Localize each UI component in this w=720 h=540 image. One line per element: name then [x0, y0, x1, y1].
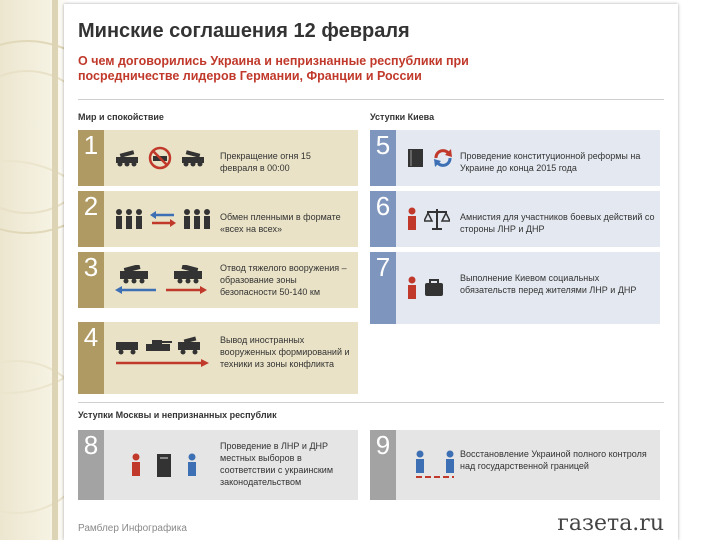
exchange-arrows-icon: [150, 210, 176, 228]
person-red-icon: [406, 276, 418, 300]
section-heading-kiev: Уступки Киева: [370, 112, 435, 122]
no-fire-icon: [148, 146, 172, 170]
weapons-withdrawal-icons: [114, 252, 208, 308]
scales-of-justice-icon: [424, 207, 450, 231]
infographic-panel: [64, 4, 678, 540]
section-heading-moscow: Уступки Москвы и непризнанных республик: [78, 410, 277, 420]
point-number: 8: [78, 430, 104, 500]
page-subtitle: О чем договорились Украина и непризнанные республики при посредничестве лидеров Германии, Франции и России: [78, 54, 469, 83]
footer-credit: Рамблер Инфографика: [78, 523, 187, 534]
page-title: Минские соглашения 12 февраля: [78, 20, 410, 42]
amnesty-icons: [406, 191, 450, 247]
point-card-7: [370, 252, 660, 324]
point-number: 3: [78, 252, 104, 308]
point-number: 2: [78, 191, 104, 247]
border-control-icons: [414, 430, 456, 500]
point-card-8: [78, 430, 358, 500]
people-group-icon: [182, 208, 212, 230]
launcher-left-arrow-icon: [114, 265, 158, 295]
point-number: 4: [78, 322, 104, 394]
person-red-icon: [406, 207, 418, 231]
point-number: 5: [370, 130, 396, 186]
point-number: 6: [370, 191, 396, 247]
point-text: Обмен пленными в формате «всех на всех»: [220, 212, 341, 234]
people-group-icon: [114, 208, 144, 230]
armor-convoy-arrow-icon: [114, 336, 210, 370]
point-text: Выполнение Киевом социальных обязательств перед жителями ЛНР и ДНР: [460, 273, 637, 295]
point-card-5: [370, 130, 660, 186]
launcher-right-arrow-icon: [164, 265, 208, 295]
point-text: Проведение конституционной реформы на Украине до конца 2015 года: [460, 151, 641, 173]
border-control-icon: [414, 450, 456, 480]
footer-logo: газета.ru: [557, 511, 664, 536]
point-text: Амнистия для участников боевых действий со стороны ЛНР и ДНР: [460, 212, 655, 234]
withdrawal-forces-icons: [114, 312, 210, 394]
point-card-3: [78, 252, 358, 308]
point-number: 7: [370, 252, 396, 324]
local-elections-icons: [130, 430, 198, 500]
point-text: Прекращение огня 15 февраля в 00:00: [220, 151, 311, 173]
point-card-2: [78, 191, 358, 247]
left-accent-bar: [52, 0, 58, 540]
prisoner-exchange-icons: [114, 191, 212, 247]
point-card-9: [370, 430, 660, 500]
social-obligations-icons: [406, 252, 444, 324]
constitution-reform-icons: [406, 130, 454, 186]
rocket-launcher-icon: [178, 149, 206, 167]
ceasefire-icons: [114, 130, 206, 186]
refresh-arrows-icon: [432, 147, 454, 169]
point-card-1: [78, 130, 358, 186]
divider: [78, 402, 664, 403]
wallet-icon: [424, 278, 444, 298]
person-red-icon: [130, 453, 142, 477]
rocket-launcher-icon: [114, 149, 142, 167]
point-text: Восстановление Украиной полного контроля над государственной границей: [460, 449, 647, 471]
point-card-6: [370, 191, 660, 247]
person-blue-icon: [186, 453, 198, 477]
book-icon: [406, 147, 426, 169]
point-text: Вывод иностранных вооруженных формирований и техники из зоны конфликта: [220, 335, 350, 369]
point-number: 1: [78, 130, 104, 186]
section-heading-peace: Мир и спокойствие: [78, 112, 164, 122]
point-number: 9: [370, 430, 396, 500]
ballot-box-icon: [156, 452, 172, 478]
divider: [78, 99, 664, 100]
background-decoration: [0, 0, 70, 540]
point-text: Проведение в ЛНР и ДНР местных выборов в соответствии с украинским законодательством: [220, 441, 334, 487]
point-card-4: [78, 322, 358, 394]
point-text: Отвод тяжелого вооружения – образование зоны безопасности 50-140 км: [220, 263, 347, 297]
